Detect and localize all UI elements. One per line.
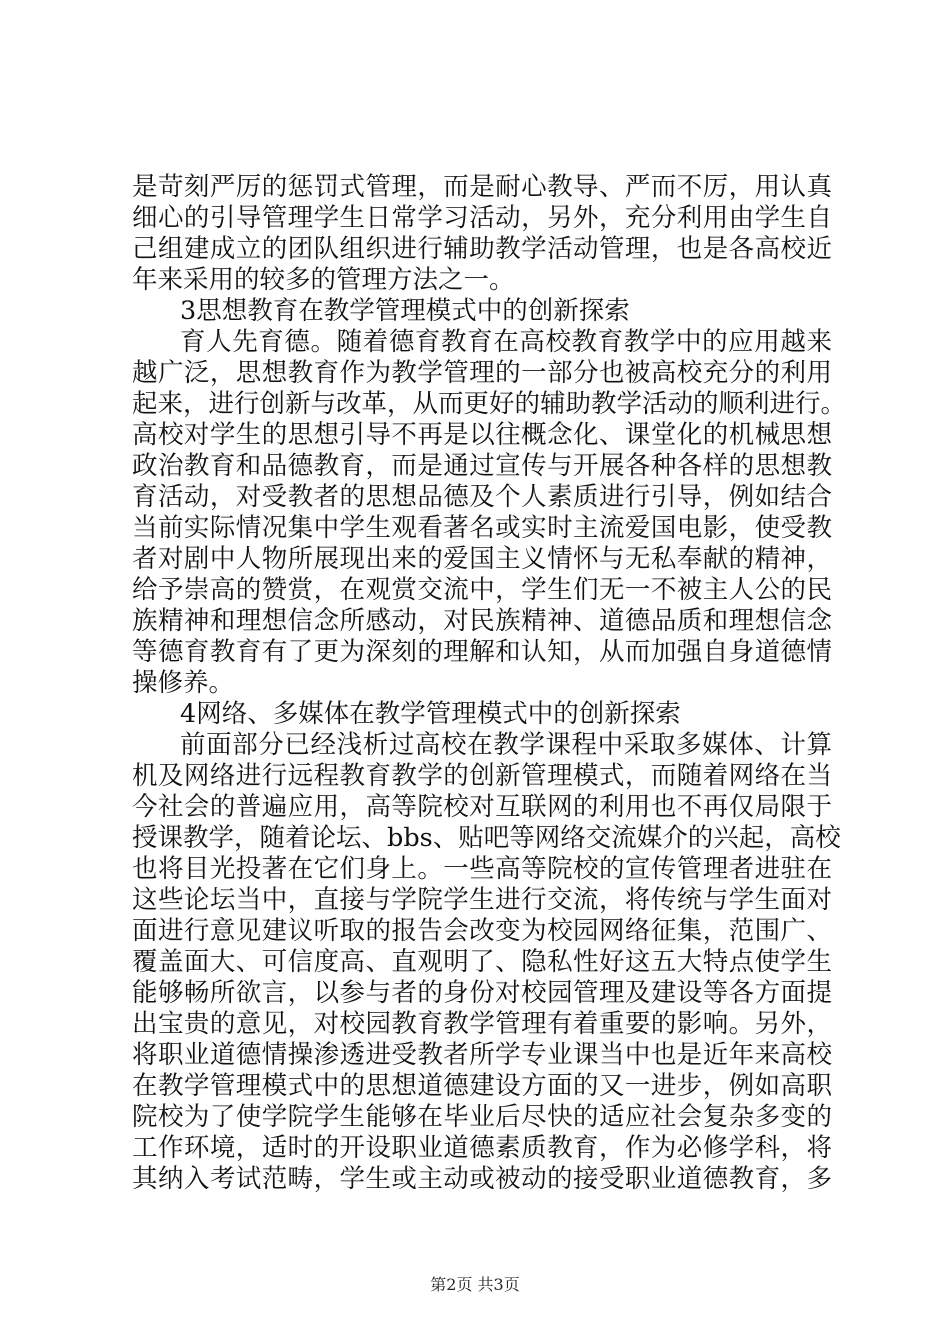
text-line: 也将目光投著在它们身上。一些高等院校的宣传管理者进驻在 bbox=[132, 854, 832, 884]
text-line: 院校为了使学院学生能够在毕业后尽快的适应社会复杂多变的 bbox=[132, 1102, 832, 1132]
text-line: 机及网络进行远程教育教学的创新管理模式，而随着网络在当 bbox=[132, 761, 832, 791]
text-line: 政治教育和品德教育，而是通过宣传与开展各种各样的思想教 bbox=[132, 451, 832, 481]
text-line: 是苛刻严厉的惩罚式管理，而是耐心教导、严而不厉，用认真 bbox=[132, 172, 832, 202]
text-line: 越广泛，思想教育作为教学管理的一部分也被高校充分的利用 bbox=[132, 358, 832, 388]
section-heading: 3思想教育在教学管理模式中的创新探索 bbox=[180, 296, 630, 326]
page-number-footer: 第2页 共3页 bbox=[430, 1275, 520, 1294]
text-line: 能够畅所欲言，以参与者的身份对校园管理及建设等各方面提 bbox=[132, 978, 832, 1008]
text-line: 其纳入考试范畴，学生或主动或被动的接受职业道德教育，多 bbox=[132, 1164, 832, 1194]
text-line: 工作环境，适时的开设职业道德素质教育，作为必修学科，将 bbox=[132, 1133, 832, 1163]
text-line: 在教学管理模式中的思想道德建设方面的又一进步，例如高职 bbox=[132, 1071, 832, 1101]
text-line: 给予崇高的赞赏，在观赏交流中，学生们无一不被主人公的民 bbox=[132, 575, 832, 605]
text-line: 者对剧中人物所展现出来的爱国主义情怀与无私奉献的精神， bbox=[132, 544, 832, 574]
text-line: 细心的引导管理学生日常学习活动，另外，充分利用由学生自 bbox=[132, 203, 832, 233]
text-line: 覆盖面大、可信度高、直观明了、隐私性好这五大特点使学生 bbox=[132, 947, 832, 977]
text-line: 操修养。 bbox=[132, 668, 235, 698]
text-line: 前面部分已经浅析过高校在教学课程中采取多媒体、计算 bbox=[180, 730, 832, 760]
text-line: 授课教学，随着论坛、bbs、贴吧等网络交流媒介的兴起，高校 bbox=[132, 823, 841, 853]
text-line: 育活动，对受教者的思想品德及个人素质进行引导，例如结合 bbox=[132, 482, 832, 512]
text-line: 等德育教育有了更为深刻的理解和认知，从而加强自身道德情 bbox=[132, 637, 832, 667]
text-line: 己组建成立的团队组织进行辅助教学活动管理，也是各高校近 bbox=[132, 234, 832, 264]
text-line: 族精神和理想信念所感动，对民族精神、道德品质和理想信念 bbox=[132, 606, 832, 636]
text-line: 高校对学生的思想引导不再是以往概念化、课堂化的机械思想 bbox=[132, 420, 832, 450]
text-line: 这些论坛当中，直接与学院学生进行交流，将传统与学生面对 bbox=[132, 885, 832, 915]
text-line: 将职业道德情操渗透进受教者所学专业课当中也是近年来高校 bbox=[132, 1040, 832, 1070]
text-line: 育人先育德。随着德育教育在高校教育教学中的应用越来 bbox=[180, 327, 832, 357]
document-body bbox=[132, 172, 847, 1195]
text-line: 当前实际情况集中学生观看著名或实时主流爱国电影，使受教 bbox=[132, 513, 832, 543]
text-line: 今社会的普遍应用，高等院校对互联网的利用也不再仅局限于 bbox=[132, 792, 832, 822]
text-line: 面进行意见建议听取的报告会改变为校园网络征集，范围广、 bbox=[132, 916, 832, 946]
section-heading: 4网络、多媒体在教学管理模式中的创新探索 bbox=[180, 699, 681, 729]
text-line: 年来采用的较多的管理方法之一。 bbox=[132, 265, 515, 295]
text-line: 出宝贵的意见，对校园教育教学管理有着重要的影响。另外， bbox=[132, 1009, 832, 1039]
text-line: 起来，进行创新与改革，从而更好的辅助教学活动的顺利进行。 bbox=[132, 389, 847, 419]
